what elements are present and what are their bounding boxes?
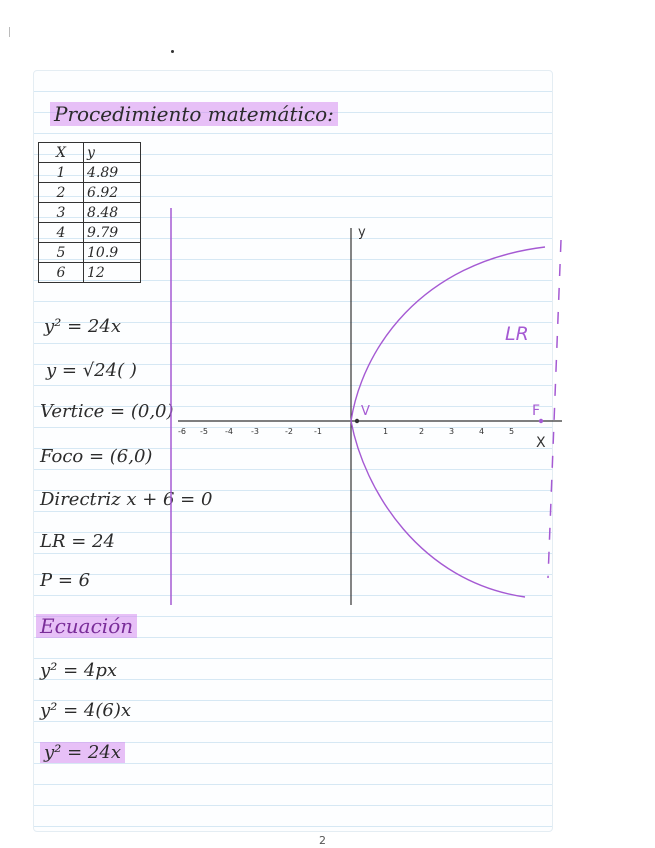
page-title: [50, 102, 338, 126]
tick-label-3: 3: [449, 427, 455, 436]
tick-label-2: 2: [419, 427, 425, 436]
table-row: [39, 223, 141, 243]
table-row: [39, 243, 141, 263]
table-cell-x: 4: [39, 223, 84, 243]
table-cell-y: 10.9: [84, 243, 141, 263]
table-row: [39, 263, 141, 283]
table-cell-y: 9.79: [84, 223, 141, 243]
eq-sqrt: y = √24( ): [46, 360, 137, 381]
tick-label-neg-5: -5: [200, 427, 208, 436]
focus-label: F: [532, 403, 541, 419]
table-header-x: X: [39, 143, 84, 163]
page-title-text: Procedimiento matemático:: [50, 102, 338, 126]
ecuacion-line-3-text: y² = 24x: [40, 742, 125, 763]
lr-text: LR = 24: [40, 531, 115, 552]
table-row: [39, 183, 141, 203]
tick-label-1: 1: [383, 427, 389, 436]
tick-label-neg-3: -3: [251, 427, 259, 436]
p-text: P = 6: [40, 570, 91, 591]
ecuacion-heading-text: Ecuación: [36, 614, 137, 638]
focus-text: Foco = (6,0): [40, 446, 153, 467]
tick-label-neg-6: -6: [178, 427, 186, 436]
vertex-label: V: [361, 404, 370, 419]
tick-label-4: 4: [479, 427, 485, 436]
table-cell-y: 8.48: [84, 203, 141, 223]
lr-label: LR: [505, 323, 529, 345]
table-cell-y: 4.89: [84, 163, 141, 183]
vertex-text: Vertice = (0,0): [40, 401, 174, 422]
tick-label-neg-1: -1: [314, 427, 322, 436]
table-cell-x: 2: [39, 183, 84, 203]
table-header-y: y: [84, 143, 141, 163]
x-axis-label: X: [536, 435, 546, 451]
directrix-text: Directriz x + 6 = 0: [40, 489, 213, 510]
ecuacion-line-2: y² = 4(6)x: [40, 700, 132, 721]
tick-label-neg-2: -2: [285, 427, 293, 436]
margin-mark: [9, 27, 10, 37]
ecuacion-line-3: [40, 742, 125, 763]
y-axis-label: y: [358, 225, 366, 240]
tick-label-5: 5: [509, 427, 515, 436]
table-row: [39, 203, 141, 223]
table-cell-x: 3: [39, 203, 84, 223]
eq-parabola: y² = 24x: [44, 316, 121, 337]
tick-label-neg-4: -4: [225, 427, 233, 436]
table-row: [39, 163, 141, 183]
table-cell-y: 12: [84, 263, 141, 283]
ecuacion-line-1: y² = 4px: [40, 660, 118, 681]
table-cell-x: 1: [39, 163, 84, 183]
ecuacion-heading: [36, 614, 137, 638]
table-cell-x: 5: [39, 243, 84, 263]
table-cell-y: 6.92: [84, 183, 141, 203]
page-number: 2: [319, 834, 326, 847]
xy-table: [38, 142, 141, 283]
table-header-row: [39, 143, 141, 163]
table-cell-x: 6: [39, 263, 84, 283]
ink-dot: [171, 50, 174, 53]
